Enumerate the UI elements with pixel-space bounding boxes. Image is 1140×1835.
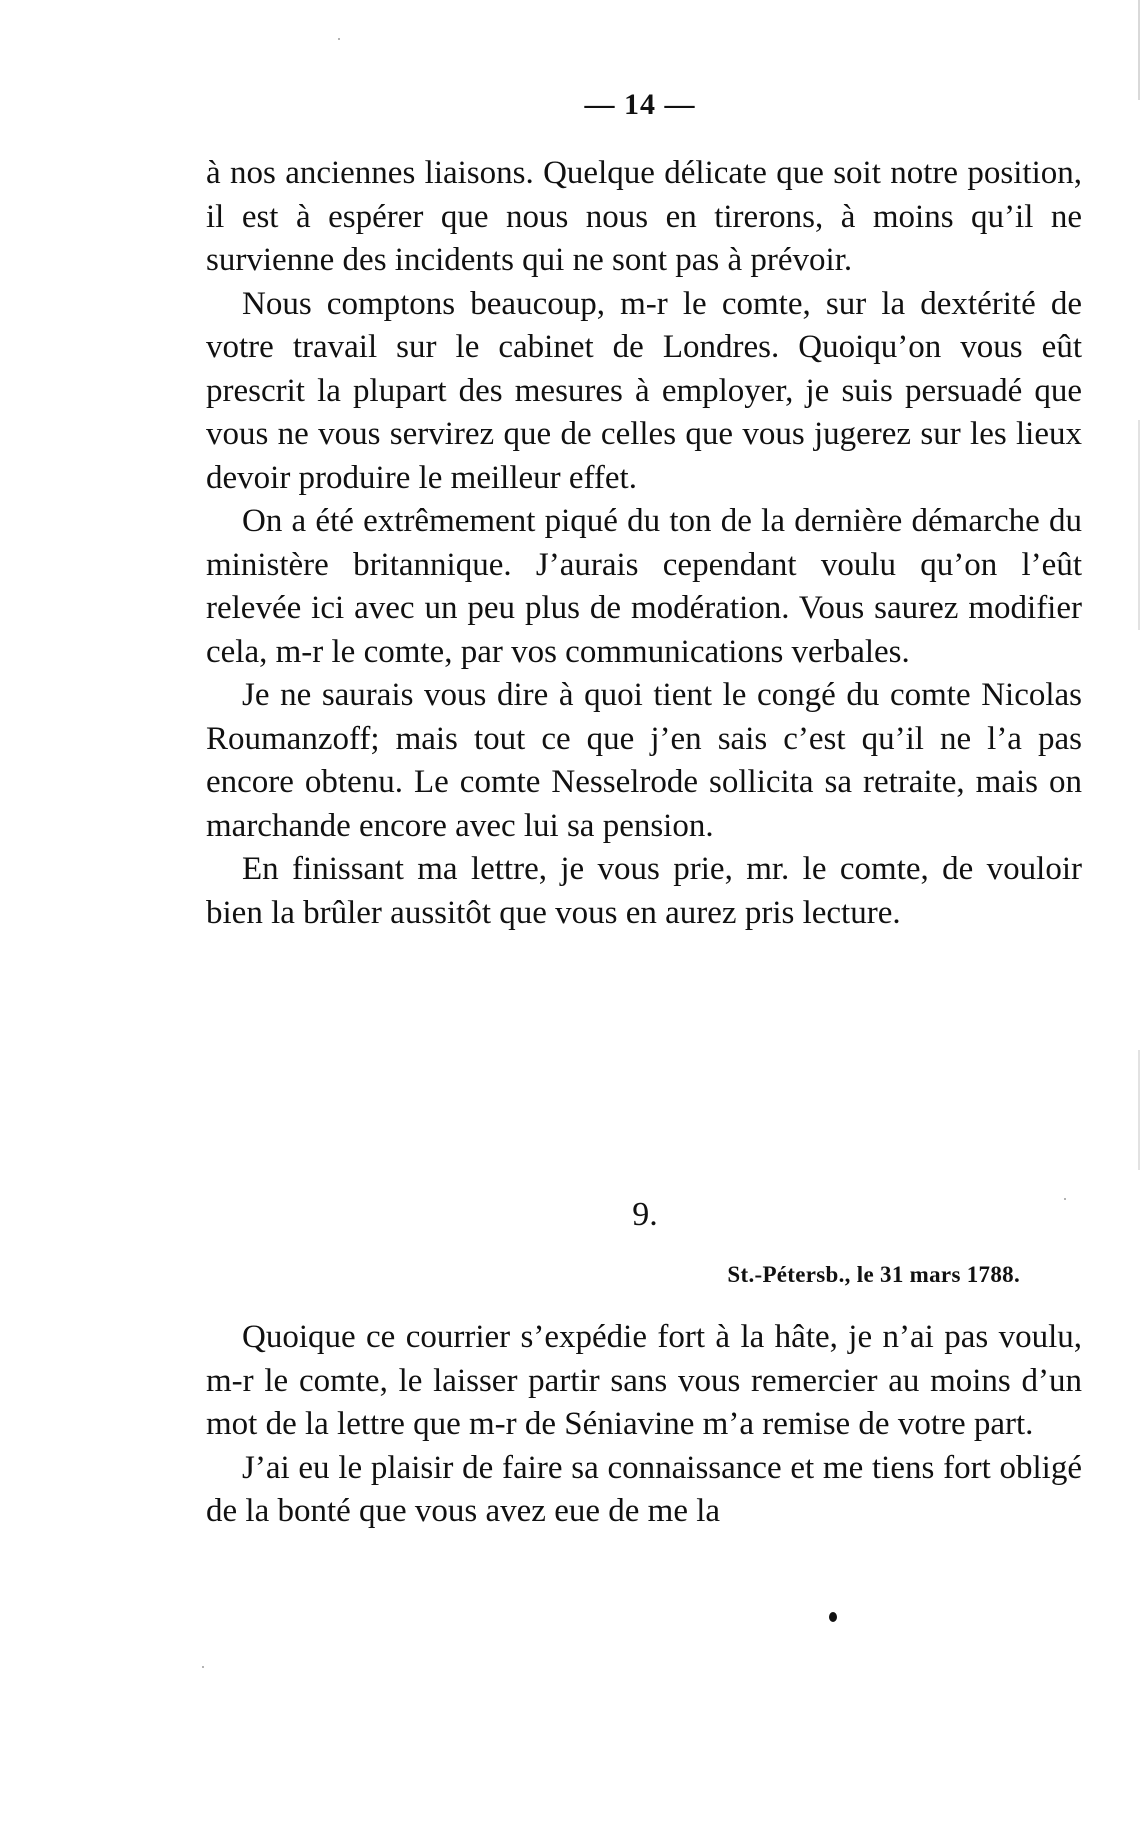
paper-speck bbox=[1064, 1198, 1066, 1200]
paragraph: J’ai eu le plaisir de faire sa connaissance et me tiens fort obligé de la bonté que vous avez eue de me la bbox=[206, 1449, 1082, 1529]
paper-speck bbox=[202, 1666, 204, 1668]
paper-speck bbox=[338, 38, 340, 40]
letter-continuation-text bbox=[206, 152, 1082, 935]
letter-number: 9. bbox=[632, 1196, 658, 1233]
paragraph: En finissant ma lettre, je vous prie, mr. le comte, de vouloir bien la brûler aussitôt que vous en aurez pris lecture. bbox=[206, 851, 1082, 931]
letter-body-text bbox=[206, 1316, 1082, 1534]
paragraph: On a été extrêmement piqué du ton de la dernière démarche du ministère britannique. J’aurais cependant voulu qu’on l’eût relevée ici avec un peu plus de modération. Vous saurez modifier cela, m-r le comte, par vos communications verbales. bbox=[206, 503, 1082, 670]
page-number: — 14 — bbox=[584, 88, 696, 121]
paragraph: Je ne saurais vous dire à quoi tient le congé du comte Nicolas Roumanzoff; mais tout ce que j’en sais c’est qu’il ne l’a pas encore obtenu. Le comte Nesselrode sollicita sa retraite, mais on marchande encore avec lui sa pension. bbox=[206, 677, 1082, 844]
paragraph: Nous comptons beaucoup, m-r le comte, sur la dextérité de votre travail sur le cabinet de Londres. Quoiqu’on vous eût prescrit la plupart des mesures à employer, je suis persuadé que vous ne vous servirez que de celles que vous jugerez sur les lieux devoir produire le meilleur effet. bbox=[206, 285, 1082, 496]
paragraph: Quoique ce courrier s’expédie fort à la hâte, je n’ai pas voulu, m-r le comte, le laisser partir sans vous remercier au moins d’un mot de la lettre que m-r de Séniavine m’a remise de votre part. bbox=[206, 1319, 1082, 1442]
printer-mark bbox=[829, 1612, 837, 1622]
dateline: St.-Pétersb., le 31 mars 1788. bbox=[727, 1262, 1020, 1287]
paragraph: à nos anciennes liaisons. Quelque délicate que soit notre position, il est à espérer que nous nous en tirerons, à moins qu’il ne survienne des incidents qui ne sont pas à prévoir. bbox=[206, 155, 1082, 278]
